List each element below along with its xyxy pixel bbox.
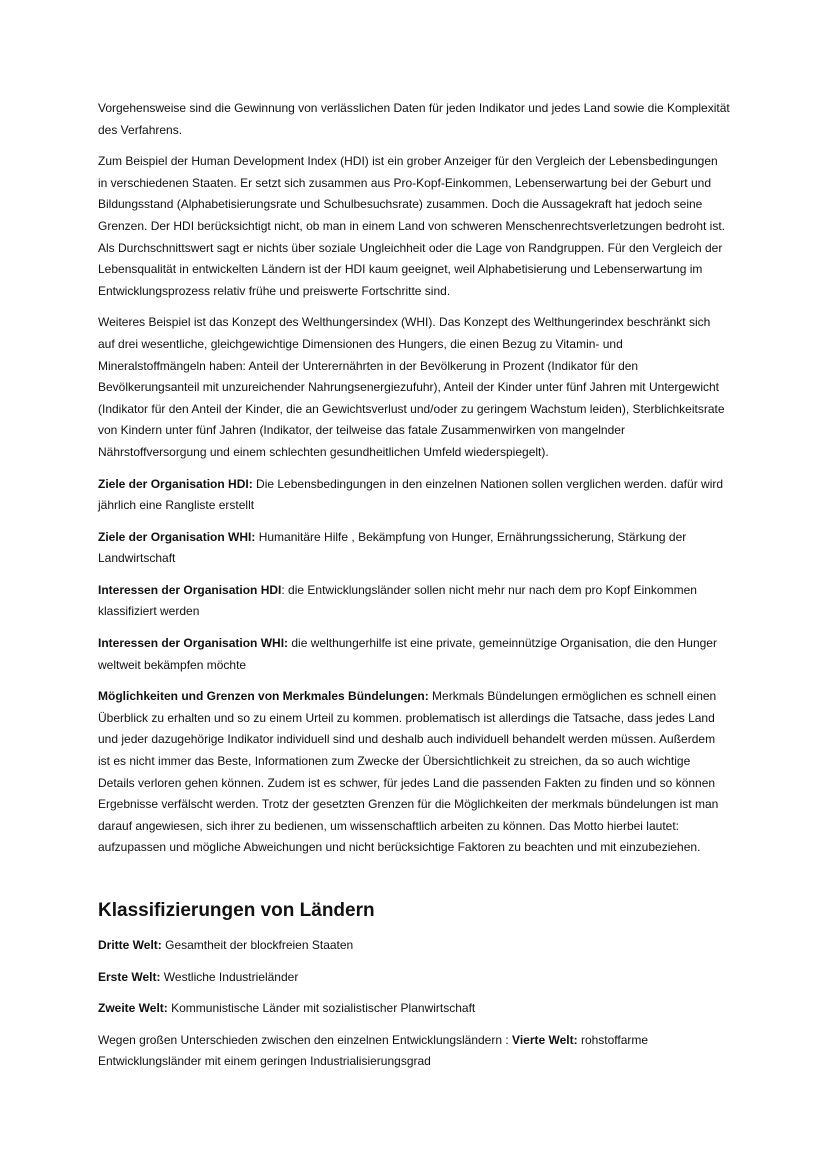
definition-interests-whi	[98, 633, 730, 676]
definition-term: Ziele der Organisation WHI:	[98, 529, 256, 544]
classification-text: Gesamtheit der blockfreien Staaten	[161, 938, 354, 952]
classification-prefix: Wegen großen Unterschieden zwischen den einzelnen Entwicklungsländern :	[98, 1032, 513, 1047]
definition-text: die welthungerhilfe ist eine private, gemeinnützige Organisation, die den Hunger weltweit bekämpfen möchte	[98, 636, 717, 672]
definition-term: Möglichkeiten und Grenzen von Merkmales Bündelungen:	[98, 689, 429, 704]
definition-term: Interessen der Organisation HDI	[98, 582, 282, 597]
classification-text: Kommunistische Länder mit sozialistischer Planwirtschaft	[167, 1001, 476, 1016]
classification-term: Vierte Welt:	[512, 1032, 578, 1047]
classification-second-world	[98, 998, 730, 1020]
definition-text: Humanitäre Hilfe , Bekämpfung von Hunger, Ernährungssicherung, Stärkung der Landwirtschaft	[98, 529, 687, 566]
classification-first-world	[98, 967, 730, 989]
classification-fourth-world	[98, 1030, 730, 1073]
classification-term: Erste Welt:	[98, 969, 161, 984]
document-page	[98, 98, 730, 1083]
definition-text: Die Lebensbedingungen in den einzelnen Nationen sollen verglichen werden. dafür wird jährlich eine Rangliste erstellt	[98, 476, 724, 513]
definition-text: Merkmals Bündelungen ermöglichen es schnell einen Überblick zu erhalten und so zu einem Urteil zu kommen. problematisch ist allerdings die Tatsache, dass jedes Land und jeder dazugehörige Indikator individuell sind und deshalb auch individuell behandelt werden müssen. Außerdem ist es nicht immer das Beste, Informationen zum Zwecke der Übersichtlichkeit zu streichen, da so auch wichtige Details verloren gehen können. Zudem ist es schwer, für jedes Land die passenden Fakten zu finden und so können Ergebnisse verfälscht werden. Trotz der gesetzten Grenzen für die Möglichkeiten der merkmals bündelungen ist man darauf angewiesen, sich ihrer zu bedienen, um wissenschaftlich arbeiten zu können. Das Motto hierbei lautet: aufzupassen und mögliche Abweichungen und nicht berücksichtige Faktoren zu beachten und mit einzubeziehen.	[98, 689, 719, 855]
definition-text: : die Entwicklungsländer sollen nicht mehr nur nach dem pro Kopf Einkommen klassifiziert werden	[98, 582, 697, 619]
definition-term: Ziele der Organisation HDI:	[98, 476, 253, 491]
classification-term: Dritte Welt:	[98, 938, 162, 952]
classification-text: Westliche Industrieländer	[160, 969, 299, 984]
paragraph-hdi: Zum Beispiel der Human Development Index (HDI) ist ein grober Anzeiger für den Vergleich der Lebensbedingungen in verschiedenen Staaten. Er setzt sich zusammen aus Pro-Kopf-Einkommen, Lebenserwartung bei der Geburt und Bildungsstand (Alphabetisierungsrate und Schulbesuchsrate) zusammen. Doch die Aussagekraft hat jedoch seine Grenzen. Der HDI berücksichtigt nicht, ob man in einem Land von schweren Menschenrechtsverletzungen bedroht ist. Als Durchschnittswert sagt er nichts über soziale Ungleichheit oder die Lage von Randgruppen. Für den Vergleich der Lebensqualität in entwickelten Ländern ist der HDI kaum geeignet, weil Alphabetisierung und Lebenserwartung im Entwicklungsprozess relativ frühe und preiswerte Fortschritte sind.	[98, 154, 725, 298]
classification-third-world	[98, 935, 730, 957]
classification-term: Zweite Welt:	[98, 1001, 168, 1016]
definition-goals-hdi	[98, 474, 730, 517]
classification-text: rohstoffarme Entwicklungsländer mit einem geringen Industrialisierungsgrad	[98, 1032, 649, 1069]
definition-interests-hdi	[98, 580, 730, 623]
definition-possibilities-limits	[98, 686, 730, 859]
definition-term: Interessen der Organisation WHI:	[98, 636, 289, 651]
paragraph-whi: Weiteres Beispiel ist das Konzept des Welthungersindex (WHI). Das Konzept des Welthungerindex beschränkt sich auf drei wesentliche, gleichgewichtige Dimensionen des Hungers, die einen Bezug zu Vitamin- und Mineralstoffmängeln haben: Anteil der Unterernährten in der Bevölkerung in Prozent (Indikator für den Bevölkerungsanteil mit unzureichender Nahrungsenergiezufuhr), Anteil der Kinder unter fünf Jahren mit Untergewicht (Indikator für den Anteil der Kinder, die an Gewichtsverlust und/oder zu geringem Wachstum leiden), Sterblichkeitsrate von Kindern unter fünf Jahren (Indikator, der teilweise das fatale Zusammenwirken von mangelnder Nährstoffversorgung und einem schlechten gesundheitlichen Umfeld wiederspiegelt).	[98, 315, 725, 459]
definition-goals-whi	[98, 527, 730, 570]
paragraph-method: Vorgehensweise sind die Gewinnung von verlässlichen Daten für jeden Indikator und jedes Land sowie die Komplexität des Verfahrens.	[98, 101, 730, 137]
section-heading: Klassifizierungen von Ländern	[98, 900, 375, 921]
